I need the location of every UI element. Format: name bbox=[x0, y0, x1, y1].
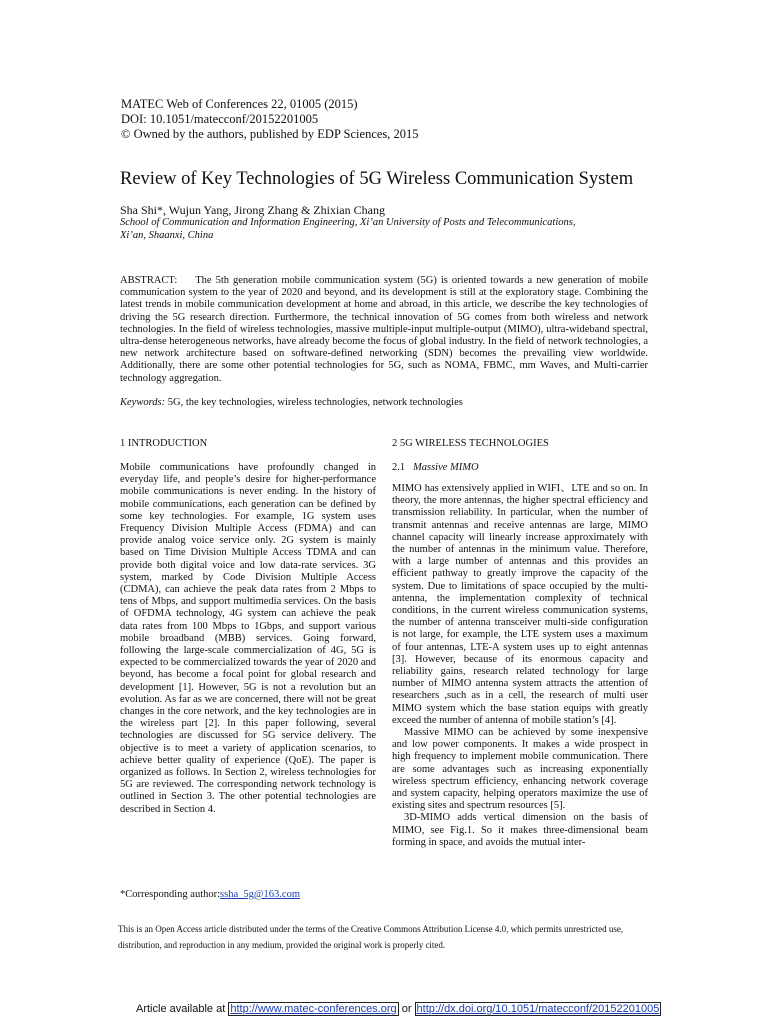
article-footer bbox=[136, 1002, 661, 1016]
abstract-text: The 5th generation mobile communication system (5G) is oriented towards a new generation of mobile communication system to the year of 2020 and beyond, and its development is still at the exploratory stage. Combining the latest trends in mobile communication development at home and abroad, in this article, we describe the key technologies of driving the 5G research direction. Furthermore, the technical innovation of 5G comes from both wireless and network technologies. In the field of wireless technologies, massive multiple-input multiple-output (MIMO), ultra-wideband spectral, ultra-dense heterogeneous networks, have already become the focus of global industry. In the field of network technologies, a new network architecture based on software-defined networking (SDN) becomes the prevailing view worldwide. Additionally, there are some other potential technologies for 5G, such as NOMA, FBMC, mm Waves, and Multi-carrier technology aggregation. bbox=[120, 275, 648, 384]
paper-title: Review of Key Technologies of 5G Wireless Communication System bbox=[120, 169, 634, 189]
mimo-paragraph-1: MIMO has extensively applied in WIFI、LTE and so on. In theory, the more antennas, the higher spectral efficiency and transmission reliability. In particular, when the number of transmit antennas and receive antennas are large, MIMO channel capacity will linearly increase approximately with the number of antennas in the minimum value. Therefore, with a large number of antennas and this provides an efficient pathway to greatly improve the capacity of the system. Due to limitations of space occupied by the multi-antenna, the implementation complexity of technical conditions, in the current wireless communication systems, the number of antenna transceiver multi-side configuration is not large, for example, the LTE system uses a maximum of four antennas, LTE-A system uses up to eight antennas [3]. However, because of its enormous capacity and reliability gains, research related technology for large number of MIMO antenna system attracts the attention of researchers ,such as in a cell, the research of multi user MIMO system which the base station equips with greatly exceed the number of antenna of mobile station’s [4]. bbox=[392, 483, 648, 726]
section-1-heading: 1 INTRODUCTION bbox=[120, 438, 208, 449]
subsection-number: 2.1 bbox=[392, 462, 406, 473]
corresponding-label: *Corresponding author: bbox=[120, 889, 221, 900]
intro-paragraph: Mobile communications have profoundly changed in everyday life, and people’s desire for higher-performance mobile communications is never ending. In the history of mobile communications, each generation can be defined by some key technologies. For example, 1G system uses Frequency Division Multiple Access (FDMA) and can provide analog voice service only. 2G system is mainly based on Time Division Multiple Access TDMA and can provide both digital voice and low data-rate services. 3G system, marked by Code Division Multiple Access (CDMA), can achieve the peak data rates from 2 Mbps to tens of Mbps, and support multimedia services. On the basis of OFDMA technology, 4G system can achieve the peak data rates from 100 Mbps to 1Gbps, and support various mobile broadband (MBB) services. Going forward, following the large-scale commercialization of 4G, 5G is expected to be commercialized towards the year of 2020 and beyond, has become a focal point for global research and development [1]. However, 5G is not a revolution but an evolution. As far as we are concerned, there will not be great changes in the core network, and the key technologies are in the wireless part [2]. In this paper following, several technologies are discussed for 5G service delivery. The objective is to meet a variety of application scenarios, to achieve better quality of experience (QoE). The paper is organized as follows. In Section 2, wireless technologies for 5G are reviewed. The corresponding network technology is outlined in Section 3. The other potential technologies are described in Section 4. bbox=[120, 462, 376, 815]
footer-prefix: Article available at bbox=[136, 1003, 226, 1015]
section-1-body bbox=[120, 462, 376, 816]
affiliation-line-1: School of Communication and Information Engineering, Xi’an University of Posts and Telecommunications, bbox=[120, 217, 576, 228]
keywords-label: Keywords: bbox=[120, 397, 166, 408]
abstract-label: ABSTRACT: bbox=[120, 275, 178, 286]
mimo-paragraph-2: Massive MIMO can be achieved by some inexpensive and low power components. It makes a wide prospect in high frequency to implement mobile communication. There are some advantages such as increasing exponentially wireless spectrum efficiency, enhancing network coverage and system capacity, helping operators maximize the use of existing sites and spectrum resources [5]. bbox=[392, 727, 648, 812]
corresponding-email-link[interactable]: ssha_5g@163.com bbox=[220, 889, 300, 900]
section-2-heading: 2 5G WIRELESS TECHNOLOGIES bbox=[392, 438, 549, 449]
journal-line: MATEC Web of Conferences 22, 01005 (2015) bbox=[121, 97, 358, 111]
footer-link-journal[interactable]: http://www.matec-conferences.org bbox=[230, 1003, 397, 1015]
footer-link-doi[interactable]: http://dx.doi.org/10.1051/matecconf/20152201005 bbox=[416, 1003, 660, 1015]
affiliation-line-2: Xi’an, Shaanxi, China bbox=[120, 230, 214, 241]
doi-line: DOI: 10.1051/matecconf/20152201005 bbox=[121, 112, 319, 126]
corresponding-author bbox=[120, 888, 300, 901]
subsection-2-1-heading bbox=[392, 461, 479, 474]
section-2-body bbox=[392, 483, 648, 849]
mimo-paragraph-3: 3D-MIMO adds vertical dimension on the basis of MIMO, see Fig.1. So it makes three-dimensional beam forming in space, and avoids the mutual inter- bbox=[392, 812, 648, 848]
keywords-text: 5G, the key technologies, wireless technologies, network technologies bbox=[167, 397, 463, 408]
footer-or: or bbox=[401, 1003, 412, 1015]
keywords bbox=[120, 396, 648, 409]
copyright-line: © Owned by the authors, published by EDP Sciences, 2015 bbox=[121, 127, 419, 141]
license-note: This is an Open Access article distributed under the terms of the Creative Commons Attribution License 4.0, which permits unrestricted use, distribution, and reproduction in any medium, provided the original work is properly cited. bbox=[118, 924, 624, 950]
authors: Sha Shi*, Wujun Yang, Jirong Zhang & Zhixian Chang bbox=[120, 203, 385, 217]
abstract bbox=[120, 275, 648, 385]
affiliation bbox=[120, 216, 660, 242]
subsection-title: Massive MIMO bbox=[413, 462, 479, 473]
